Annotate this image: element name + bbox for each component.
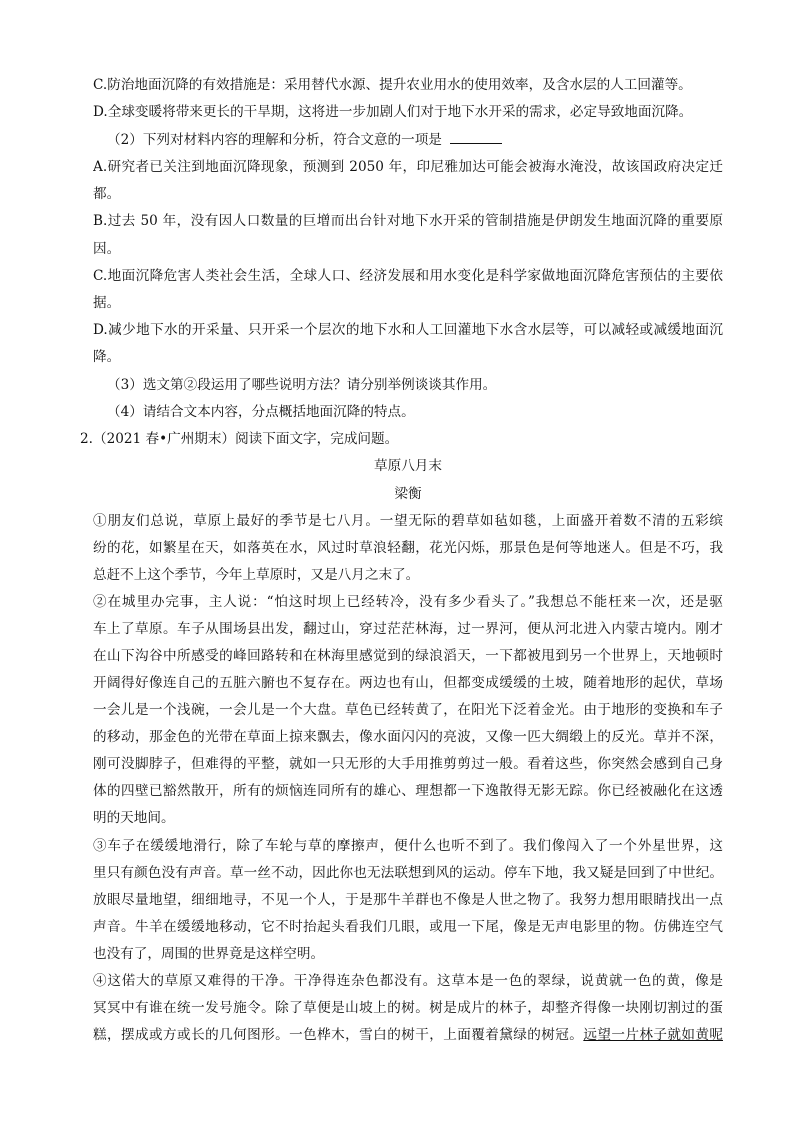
paragraph-3-line: 也没有了，周围的世界竟是这样空明。 <box>93 946 325 962</box>
q1-option-d: D.全球变暖将带来更长的干旱期，这将进一步加剧人们对于地下水开采的需求，必定导致地面沉降。 <box>93 104 693 120</box>
answer-blank <box>450 142 502 144</box>
paragraph-1-line: 纷的花，如繁星在天，如落英在水，风过时草浪轻翻，花光闪烁，那景色是何等地迷人。但是不巧，我 <box>93 540 723 556</box>
q2-header <box>80 430 710 448</box>
paragraph-4-line: 糕，摆成或方或长的几何图形。一色桦木，雪白的树干，上面覆着黛绿的树冠。远望一片林子就如黄呢 <box>93 1027 723 1043</box>
q2-intro: （2021 春•广州期末）阅读下面文字，完成问题。 <box>92 431 399 447</box>
q1-sub-question-2: （2）下列对材料内容的理解和分析，符合文意的一项是 <box>107 131 723 149</box>
q1-sub2-option-a-line2: 都。 <box>93 186 121 202</box>
q1-sub2-option-c-line2: 据。 <box>93 295 121 311</box>
q1-sub-question-3: （3）选文第②段运用了哪些说明方法？请分别举例谈谈其作用。 <box>107 377 497 393</box>
passage-author: 梁衡 <box>394 486 422 502</box>
paragraph-3-line: 里只有颜色没有声音。草一丝不动，因此你也无法联想到风的运动。停车下地，我又疑是回到了中世纪。 <box>93 865 723 881</box>
paragraph-3-line: 放眼尽量地望，细细地寻，不见一个人，于是那牛羊群也不像是人世之物了。我努力想用眼睛找出一点 <box>93 892 723 908</box>
paragraph-3-line: ③车子在缓缓地滑行，除了车轮与草的摩擦声，便什么也听不到了。我们像闯入了一个外星世界，这 <box>93 838 723 854</box>
q1-sub2-option-b-line2: 因。 <box>93 241 121 257</box>
q1-sub2-option-a-line1: A.研究者已关注到地面沉降现象，预测到 2050 年，印尼雅加达可能会被海水淹没，故该国政府决定迁 <box>93 159 723 175</box>
paragraph-1-line: 总赶不上这个季节，今年上草原时，又是八月之末了。 <box>93 567 420 583</box>
paragraph-2-line: 刚可没脚脖子，但难得的平整，就如一只无形的大手用推剪剪过一般。看着这些，你突然会感到自己身 <box>93 756 723 772</box>
q1-sub2-option-d-line2: 降。 <box>93 349 121 365</box>
underlined-sentence: 远望一片林子就如黄呢 <box>583 1027 723 1043</box>
paragraph-2-line: ②在城里办完事，主人说：“怕这时坝上已经转冷，没有多少看头了。”我想总不能枉来一次，还是驱 <box>93 594 723 610</box>
paragraph-2-line: 一会儿是一个浅碗，一会儿是一个大盘。草色已经转黄了，在阳光下泛着金光。由于地形的变换和车子 <box>93 702 723 718</box>
paragraph-2-line: 体的四壁已豁然散开，所有的烦恼连同所有的雄心、理想都一下逸散得无影无踪。你已经被融化在这透 <box>93 783 723 799</box>
q1-option-c: C.防治地面沉降的有效措施是：采用替代水源、提升农业用水的使用效率，及含水层的人工回灌等。 <box>93 77 692 93</box>
paragraph-1-line: ①朋友们总说，草原上最好的季节是七八月。一望无际的碧草如毡如毯，上面盛开着数不清的五彩缤 <box>93 513 723 529</box>
paragraph-4-line: ④这偌大的草原又难得的干净。干净得连杂色都没有。这草本是一色的翠绿，说黄就一色的黄，像是 <box>93 973 723 989</box>
paragraph-2-line: 在山下沟谷中所感受的峰回路转和在林海里感觉到的绿浪滔天，一下都被甩到另一个世界上，天地顿时 <box>93 648 723 664</box>
paragraph-2-line: 开阔得好像连自己的五脏六腑也不复存在。两边也有山，但都变成缓缓的土坡，随着地形的起伏，草场 <box>93 675 723 691</box>
passage-title: 草原八月末 <box>374 458 442 474</box>
q1-sub-question-4: （4）请结合文本内容，分点概括地面沉降的特点。 <box>107 404 415 420</box>
paragraph-2-line: 明的天地间。 <box>93 810 175 826</box>
q1-sub2-option-b-line1: B.过去 50 年，没有因人口数量的巨增而出台针对地下水开采的管制措施是伊朗发生地面沉降的重要原 <box>93 213 723 229</box>
paragraph-3-line: 声音。牛羊在缓缓地移动，它不时抬起头看我们几眼，或甩一下尾，像是无声电影里的物。仿佛连空气 <box>93 919 723 935</box>
q1-sub2-option-c-line1: C.地面沉降危害人类社会生活，全球人口、经济发展和用水变化是科学家做地面沉降危害预估的主要依 <box>93 268 723 284</box>
q2-number: 2. <box>80 431 93 447</box>
paragraph-2-line: 车上了草原。车子从围场县出发，翻过山，穿过茫茫林海，过一界河，便从河北进入内蒙古境内。刚才 <box>93 621 723 637</box>
q1-sub2-option-d-line1: D.减少地下水的开采量、只开采一个层次的地下水和人工回灌地下水含水层等，可以减轻或减缓地面沉 <box>93 322 723 338</box>
paragraph-2-line: 的移动，那金色的光带在草面上掠来飘去，像水面闪闪的亮波，又像一匹大绸缎上的反光。草并不深， <box>93 729 723 745</box>
paragraph-4-line: 冥冥中有谁在统一发号施令。除了草便是山坡上的树。树是成片的林子，却整齐得像一块刚切割过的蛋 <box>93 1000 723 1016</box>
